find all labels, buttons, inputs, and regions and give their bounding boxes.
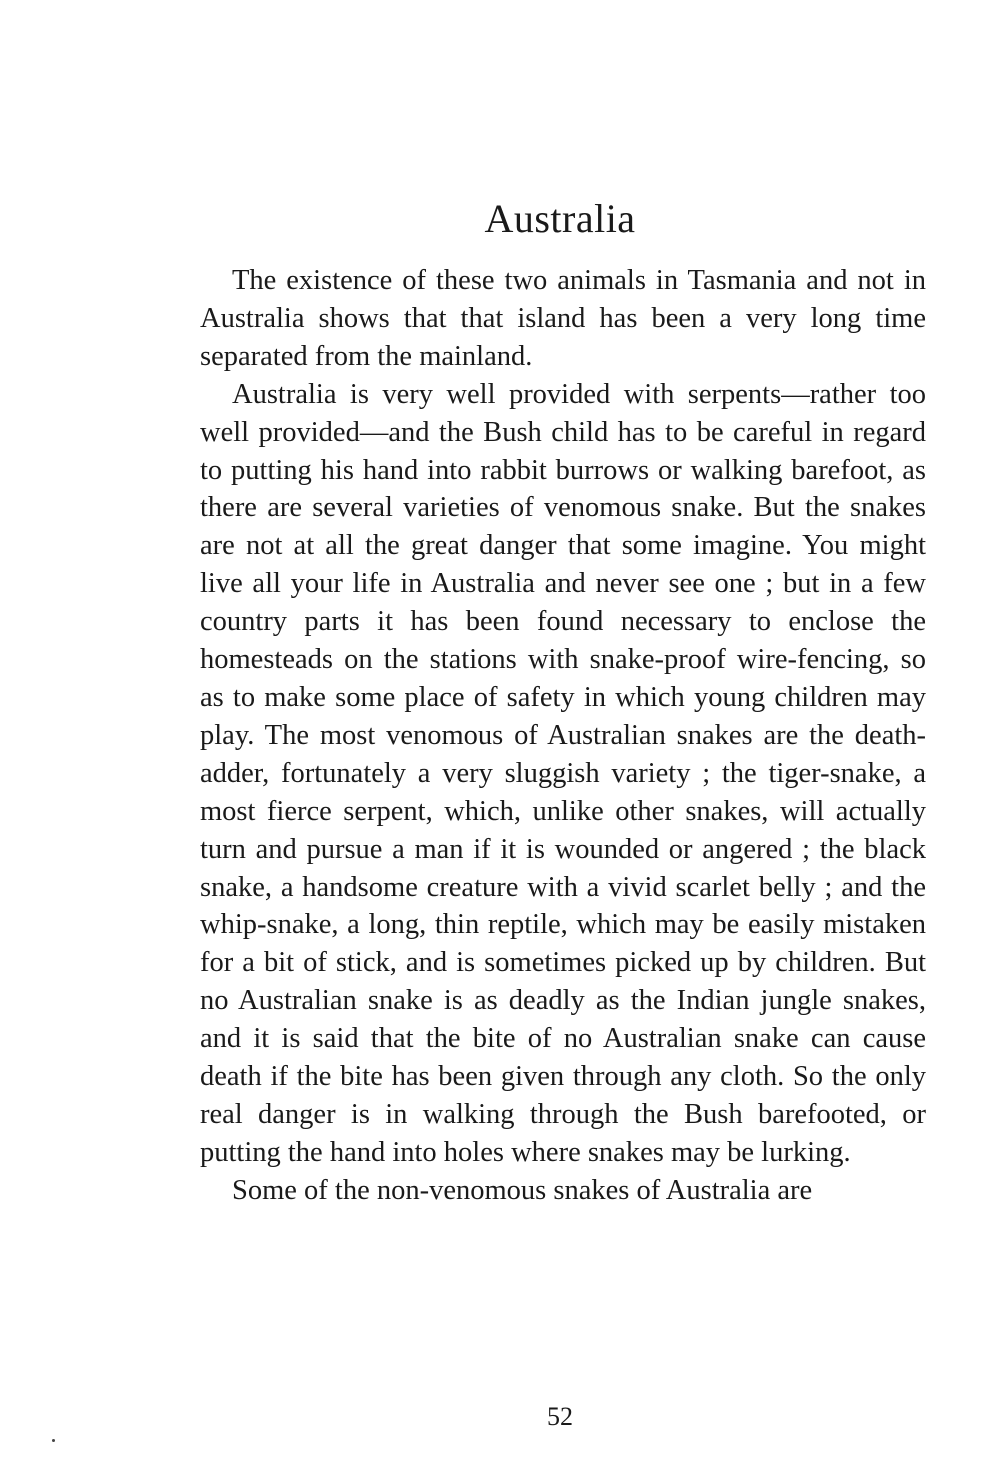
running-head: Australia <box>484 196 636 241</box>
page-number: 52 <box>547 1402 573 1431</box>
paragraph: Australia is very well provided with serpents—rather too well provided—and the Bush child has to be careful in regard to putting his hand into rabbit burrows or walking barefoot, as there are several varieties of venomous snake. But the snakes are not at all the great danger that some imagine. You might live all your life in Australia and never see one ; but in a few country parts it has been found necessary to enclose the homesteads on the stations with snake-proof wire-fencing, so as to make some place of safety in which young children may play. The most venomous of Australian snakes are the death-adder, fortunately a very sluggish variety ; the tiger-snake, a most fierce serpent, which, unlike other snakes, will actually turn and pursue a man if it is wounded or angered ; the black snake, a handsome creature with a vivid scarlet belly ; and the whip-snake, a long, thin reptile, which may be easily mistaken for a bit of stick, and is sometimes picked up by children. But no Australian snake is as deadly as the Indian jungle snakes, and it is said that the bite of no Australian snake can cause death if the bite has been given through any cloth. So the only real danger is in walking through the Bush barefooted, or putting the hand into holes where snakes may be lurking. <box>200 378 926 1168</box>
scan-speck <box>52 1439 55 1442</box>
paragraph: The existence of these two animals in Tasmania and not in Australia shows that that island has been a very long time separated from the mainland. <box>200 265 926 372</box>
body-text <box>200 262 926 1210</box>
paragraph: Some of the non-venomous snakes of Australia are <box>232 1174 813 1206</box>
